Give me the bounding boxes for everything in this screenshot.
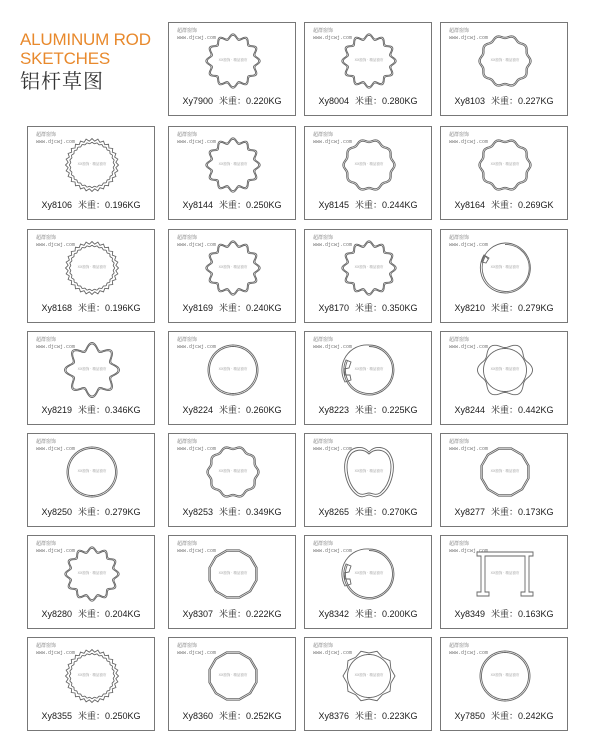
product-caption (441, 96, 567, 107)
product-card (440, 22, 568, 116)
watermark-url: www.djcwj.com (177, 548, 217, 554)
profile-note: XX窗饰 · 精品窗帘 (77, 265, 107, 269)
profile-note: XX窗饰 · 精品窗帘 (354, 469, 384, 473)
watermark-brand: 超群窗饰 (313, 29, 334, 34)
watermark-url: www.djcwj.com (177, 344, 217, 350)
product-caption (305, 200, 431, 211)
watermark-brand: 超群窗饰 (313, 133, 334, 138)
product-weight: 0.350KG (382, 303, 418, 313)
weight-label: 米重： (354, 303, 382, 313)
product-code: Xy8349 (454, 609, 485, 619)
product-code: Xy8250 (41, 507, 72, 517)
watermark-brand: 超群窗饰 (177, 338, 198, 343)
product-weight: 0.240KG (246, 303, 282, 313)
product-card (27, 331, 155, 425)
weight-label: 米重： (218, 609, 246, 619)
product-caption (169, 507, 295, 518)
profile-note: XX窗饰 · 精品窗帘 (218, 58, 248, 62)
profile-note: XX窗饰 · 精品窗帘 (218, 469, 248, 473)
watermark-brand: 超群窗饰 (449, 236, 470, 241)
product-caption (169, 609, 295, 620)
product-card (304, 637, 432, 731)
weight-label: 米重： (490, 405, 518, 415)
product-code: Xy8223 (318, 405, 349, 415)
weight-label: 米重： (218, 405, 246, 415)
weight-label: 米重： (218, 303, 246, 313)
profile-note: XX窗饰 · 精品窗帘 (354, 673, 384, 677)
product-caption (441, 711, 567, 722)
profile-note: XX窗饰 · 精品窗帘 (77, 469, 107, 473)
watermark-brand: 超群窗饰 (36, 644, 57, 649)
product-code: Xy8168 (41, 303, 72, 313)
product-caption (441, 405, 567, 416)
product-caption (28, 507, 154, 518)
weight-label: 米重： (490, 303, 518, 313)
page-heading (20, 30, 160, 94)
weight-label: 米重： (77, 507, 105, 517)
watermark-brand: 超群窗饰 (449, 542, 470, 547)
product-code: Xy8355 (41, 711, 72, 721)
product-caption (28, 200, 154, 211)
product-caption (28, 405, 154, 416)
watermark-url: www.djcwj.com (177, 35, 217, 41)
watermark-url: www.djcwj.com (313, 344, 353, 350)
watermark-url: www.djcwj.com (36, 548, 76, 554)
profile-note: XX窗饰 · 精品窗帘 (218, 162, 248, 166)
product-card (168, 331, 296, 425)
product-card (440, 433, 568, 527)
product-caption (305, 303, 431, 314)
weight-label: 米重： (490, 609, 518, 619)
product-caption (441, 507, 567, 518)
product-weight: 0.280KG (382, 96, 418, 106)
watermark-url: www.djcwj.com (313, 242, 353, 248)
product-card (27, 535, 155, 629)
product-card (304, 22, 432, 116)
watermark-brand: 超群窗饰 (177, 440, 198, 445)
product-weight: 0.200KG (382, 609, 418, 619)
watermark-url: www.djcwj.com (449, 650, 489, 656)
profile-note: XX窗饰 · 精品窗帘 (218, 673, 248, 677)
weight-label: 米重： (490, 507, 518, 517)
watermark-url: www.djcwj.com (177, 650, 217, 656)
product-card (27, 637, 155, 731)
product-code: Xy8265 (318, 507, 349, 517)
watermark-brand: 超群窗饰 (449, 338, 470, 343)
profile-note: XX窗饰 · 精品窗帘 (77, 162, 107, 166)
profile-note: XX窗饰 · 精品窗帘 (77, 673, 107, 677)
watermark-url: www.djcwj.com (177, 242, 217, 248)
watermark-url: www.djcwj.com (177, 446, 217, 452)
product-card (440, 331, 568, 425)
product-code: Xy8144 (182, 200, 213, 210)
product-weight: 0.223KG (382, 711, 418, 721)
weight-label: 米重： (77, 405, 105, 415)
watermark-brand: 超群窗饰 (313, 542, 334, 547)
watermark-brand: 超群窗饰 (177, 644, 198, 649)
product-card (168, 229, 296, 323)
weight-label: 米重： (218, 96, 246, 106)
watermark-url: www.djcwj.com (177, 139, 217, 145)
watermark-url: www.djcwj.com (36, 242, 76, 248)
product-card (304, 331, 432, 425)
weight-label: 米重： (77, 711, 105, 721)
watermark-brand: 超群窗饰 (313, 644, 334, 649)
heading-line-3: 铝杆草图 (20, 71, 104, 93)
product-caption (28, 711, 154, 722)
product-code: Xy8342 (318, 609, 349, 619)
product-card (304, 126, 432, 220)
product-card (168, 637, 296, 731)
product-weight: 0.442KG (518, 405, 554, 415)
product-weight: 0.244KG (382, 200, 418, 210)
watermark-brand: 超群窗饰 (313, 440, 334, 445)
product-weight: 0.196KG (105, 200, 141, 210)
weight-label: 米重： (354, 200, 382, 210)
product-weight: 0.252KG (246, 711, 282, 721)
watermark-url: www.djcwj.com (36, 650, 76, 656)
watermark-url: www.djcwj.com (313, 139, 353, 145)
product-code: Xy8219 (41, 405, 72, 415)
product-card (304, 229, 432, 323)
product-caption (305, 405, 431, 416)
product-code: Xy8169 (182, 303, 213, 313)
watermark-brand: 超群窗饰 (177, 133, 198, 138)
profile-note: XX窗饰 · 精品窗帘 (77, 571, 107, 575)
product-code: Xy8244 (454, 405, 485, 415)
watermark-brand: 超群窗饰 (449, 29, 470, 34)
product-weight: 0.349KG (246, 507, 282, 517)
watermark-brand: 超群窗饰 (36, 133, 57, 138)
product-caption (28, 609, 154, 620)
profile-note: XX窗饰 · 精品窗帘 (218, 571, 248, 575)
product-code: Xy8210 (454, 303, 485, 313)
profile-note: XX窗饰 · 精品窗帘 (354, 162, 384, 166)
profile-note: XX窗饰 · 精品窗帘 (490, 367, 520, 371)
weight-label: 米重： (218, 200, 246, 210)
product-caption (305, 711, 431, 722)
watermark-url: www.djcwj.com (449, 344, 489, 350)
watermark-url: www.djcwj.com (449, 242, 489, 248)
watermark-url: www.djcwj.com (313, 35, 353, 41)
watermark-url: www.djcwj.com (36, 344, 76, 350)
product-weight: 0.227KG (518, 96, 554, 106)
watermark-brand: 超群窗饰 (177, 236, 198, 241)
watermark-url: www.djcwj.com (313, 548, 353, 554)
product-card (27, 433, 155, 527)
product-code: Xy8253 (182, 507, 213, 517)
watermark-url: www.djcwj.com (449, 139, 489, 145)
product-weight: 0.242KG (518, 711, 554, 721)
product-caption (305, 96, 431, 107)
watermark-brand: 超群窗饰 (36, 440, 57, 445)
product-code: Xy8224 (182, 405, 213, 415)
product-card (27, 126, 155, 220)
product-code: Xy7900 (182, 96, 213, 106)
product-card (440, 637, 568, 731)
watermark-url: www.djcwj.com (36, 139, 76, 145)
profile-note: XX窗饰 · 精品窗帘 (490, 265, 520, 269)
watermark-brand: 超群窗饰 (313, 338, 334, 343)
product-code: Xy8106 (41, 200, 72, 210)
product-code: Xy8376 (318, 711, 349, 721)
weight-label: 米重： (354, 711, 382, 721)
product-code: Xy8170 (318, 303, 349, 313)
product-weight: 0.196KG (105, 303, 141, 313)
product-code: Xy8164 (454, 200, 485, 210)
product-card (440, 229, 568, 323)
product-weight: 0.204KG (105, 609, 141, 619)
product-weight: 0.260KG (246, 405, 282, 415)
product-weight: 0.346KG (105, 405, 141, 415)
watermark-url: www.djcwj.com (449, 548, 489, 554)
product-code: Xy8277 (454, 507, 485, 517)
product-caption (169, 200, 295, 211)
profile-note: XX窗饰 · 精品窗帘 (354, 571, 384, 575)
profile-note: XX窗饰 · 精品窗帘 (490, 571, 520, 575)
product-card (168, 535, 296, 629)
profile-note: XX窗饰 · 精品窗帘 (354, 58, 384, 62)
profile-note: XX窗饰 · 精品窗帘 (218, 367, 248, 371)
product-code: Xy8004 (318, 96, 349, 106)
product-card (27, 229, 155, 323)
product-caption (441, 303, 567, 314)
weight-label: 米重： (490, 711, 518, 721)
product-weight: 0.279KG (105, 507, 141, 517)
product-weight: 0.270KG (382, 507, 418, 517)
product-code: Xy8145 (318, 200, 349, 210)
product-weight: 0.220KG (246, 96, 282, 106)
product-weight: 0.222KG (246, 609, 282, 619)
product-card (304, 433, 432, 527)
watermark-brand: 超群窗饰 (36, 236, 57, 241)
product-weight: 0.173KG (518, 507, 554, 517)
weight-label: 米重： (490, 96, 518, 106)
weight-label: 米重： (77, 200, 105, 210)
heading-line-1: ALUMINUM ROD (20, 30, 151, 49)
profile-note: XX窗饰 · 精品窗帘 (490, 162, 520, 166)
heading-line-2: SKETCHES (20, 49, 111, 68)
product-weight: 0.269GK (518, 200, 554, 210)
watermark-url: www.djcwj.com (449, 446, 489, 452)
watermark-url: www.djcwj.com (449, 35, 489, 41)
watermark-url: www.djcwj.com (313, 650, 353, 656)
watermark-brand: 超群窗饰 (177, 29, 198, 34)
profile-note: XX窗饰 · 精品窗帘 (77, 367, 107, 371)
profile-note: XX窗饰 · 精品窗帘 (218, 265, 248, 269)
product-code: Xy8280 (41, 609, 72, 619)
product-caption (441, 200, 567, 211)
profile-note: XX窗饰 · 精品窗帘 (490, 469, 520, 473)
profile-note: XX窗饰 · 精品窗帘 (490, 58, 520, 62)
weight-label: 米重： (77, 303, 105, 313)
product-code: Xy7850 (454, 711, 485, 721)
watermark-brand: 超群窗饰 (177, 542, 198, 547)
watermark-url: www.djcwj.com (313, 446, 353, 452)
watermark-brand: 超群窗饰 (449, 440, 470, 445)
watermark-brand: 超群窗饰 (449, 644, 470, 649)
product-caption (305, 507, 431, 518)
watermark-brand: 超群窗饰 (449, 133, 470, 138)
watermark-brand: 超群窗饰 (36, 542, 57, 547)
product-caption (305, 609, 431, 620)
product-card (168, 126, 296, 220)
product-card (440, 126, 568, 220)
product-caption (169, 711, 295, 722)
weight-label: 米重： (354, 507, 382, 517)
product-weight: 0.250KG (105, 711, 141, 721)
profile-note: XX窗饰 · 精品窗帘 (354, 367, 384, 371)
product-card (304, 535, 432, 629)
watermark-brand: 超群窗饰 (313, 236, 334, 241)
weight-label: 米重： (354, 96, 382, 106)
product-caption (169, 405, 295, 416)
product-weight: 0.163KG (518, 609, 554, 619)
weight-label: 米重： (490, 200, 518, 210)
product-caption (441, 609, 567, 620)
weight-label: 米重： (354, 405, 382, 415)
product-weight: 0.225KG (382, 405, 418, 415)
product-card (168, 22, 296, 116)
weight-label: 米重： (218, 711, 246, 721)
profile-note: XX窗饰 · 精品窗帘 (490, 673, 520, 677)
product-code: Xy8103 (454, 96, 485, 106)
watermark-brand: 超群窗饰 (36, 338, 57, 343)
product-weight: 0.250KG (246, 200, 282, 210)
product-code: Xy8360 (182, 711, 213, 721)
product-caption (169, 303, 295, 314)
product-card (440, 535, 568, 629)
product-weight: 0.279KG (518, 303, 554, 313)
product-card (168, 433, 296, 527)
profile-note: XX窗饰 · 精品窗帘 (354, 265, 384, 269)
weight-label: 米重： (354, 609, 382, 619)
weight-label: 米重： (218, 507, 246, 517)
product-code: Xy8307 (182, 609, 213, 619)
product-caption (28, 303, 154, 314)
weight-label: 米重： (77, 609, 105, 619)
watermark-url: www.djcwj.com (36, 446, 76, 452)
product-caption (169, 96, 295, 107)
